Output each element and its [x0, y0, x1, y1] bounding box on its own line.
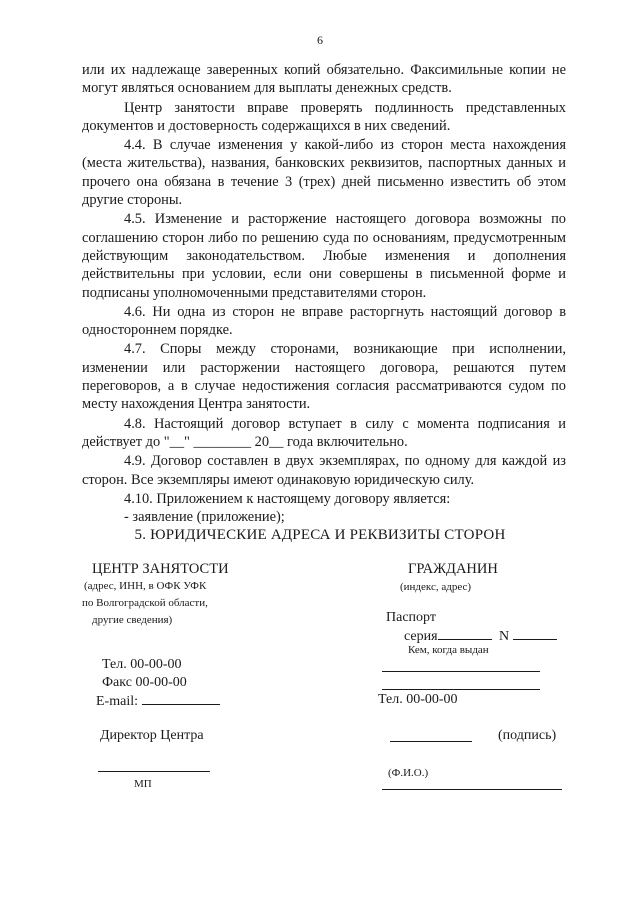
paragraph-4-4: 4.4. В случае изменения у какой-либо из сторон места нахождения (места жительства), названия, банковских реквизитов, паспортных данных и прочего она обязана в течение 3 (трех) дней письменно известить об этом другие стороны.	[82, 137, 566, 209]
paragraph-4-7: 4.7. Споры между сторонами, возникающие при исполнении, изменении или расторжении настоящего договора, решаются путем переговоров, а в случае недостижения согласия рассматриваются судом по месту нахождения Центра занятости.	[82, 341, 566, 413]
left-phone: Тел. 00-00-00	[102, 657, 182, 672]
section-heading: 5. ЮРИДИЧЕСКИЕ АДРЕСА И РЕКВИЗИТЫ СТОРОН	[134, 527, 506, 543]
passport-number-blank	[513, 627, 557, 640]
paragraph-continuation: или их надлежаще заверенных копий обязательно. Факсимильные копии не могут являться основанием для выплаты денежных средств.	[82, 62, 566, 97]
director-signature-line	[98, 771, 210, 772]
left-party-title: ЦЕНТР ЗАНЯТОСТИ	[92, 561, 229, 577]
stamp-label: МП	[134, 778, 152, 790]
left-party-note-1: (адрес, ИНН, в ОФК УФК	[84, 580, 207, 592]
passport-series-label: серия	[404, 629, 438, 644]
left-email-label: E-mail:	[96, 694, 138, 709]
issued-line-2	[382, 689, 540, 690]
fio-line	[382, 789, 562, 790]
director-label: Директор Центра	[100, 728, 204, 743]
passport-series-blank	[438, 627, 492, 640]
appendix-item: - заявление (приложение);	[124, 509, 285, 526]
right-party-title: ГРАЖДАНИН	[408, 561, 498, 577]
paragraph-4-10: 4.10. Приложением к настоящему договору является:	[124, 490, 451, 507]
passport-label: Паспорт	[386, 610, 436, 625]
right-party-note: (индекс, адрес)	[400, 581, 472, 593]
paragraph-4-5: 4.5. Изменение и расторжение настоящего договора возможны по соглашению сторон либо по решению суда по основаниям, предусмотренным действующим законодательством. Любые изменения и дополнения действительны при условии, если они совершены в письменной форме и подписаны уполномоченными представителями сторон.	[82, 211, 566, 301]
page-number: 6	[317, 33, 323, 47]
passport-series-row	[404, 627, 557, 645]
left-email-blank	[142, 692, 220, 705]
passport-number-label: N	[499, 629, 510, 644]
left-fax: Факс 00-00-00	[102, 675, 187, 690]
paragraph-verification: Центр занятости вправе проверять подлинность представленных документов и достоверность содержащихся в них сведений.	[82, 99, 566, 134]
paragraph-4-9: 4.9. Договор составлен в двух экземплярах, по одному для каждой из сторон. Все экземпляры имеют одинаковую юридическую силу.	[82, 453, 566, 488]
left-email	[96, 692, 220, 710]
left-party-note-2: по Волгоградской области,	[82, 597, 208, 609]
right-phone: Тел. 00-00-00	[378, 692, 458, 707]
signature-label: (подпись)	[498, 728, 557, 743]
issued-line-1	[382, 671, 540, 672]
paragraph-4-6: 4.6. Ни одна из сторон не вправе расторгнуть настоящий договор в одностороннем порядке.	[82, 303, 566, 339]
passport-issued-label: Кем, когда выдан	[408, 644, 489, 656]
document-body	[82, 61, 566, 526]
fio-label: (Ф.И.О.)	[388, 767, 429, 779]
citizen-signature-line	[390, 741, 472, 742]
left-party-note-3: другие сведения)	[92, 614, 173, 626]
paragraph-4-8: 4.8. Настоящий договор вступает в силу с момента подписания и действует до "__" ________ 20__ года включительно.	[82, 415, 566, 450]
